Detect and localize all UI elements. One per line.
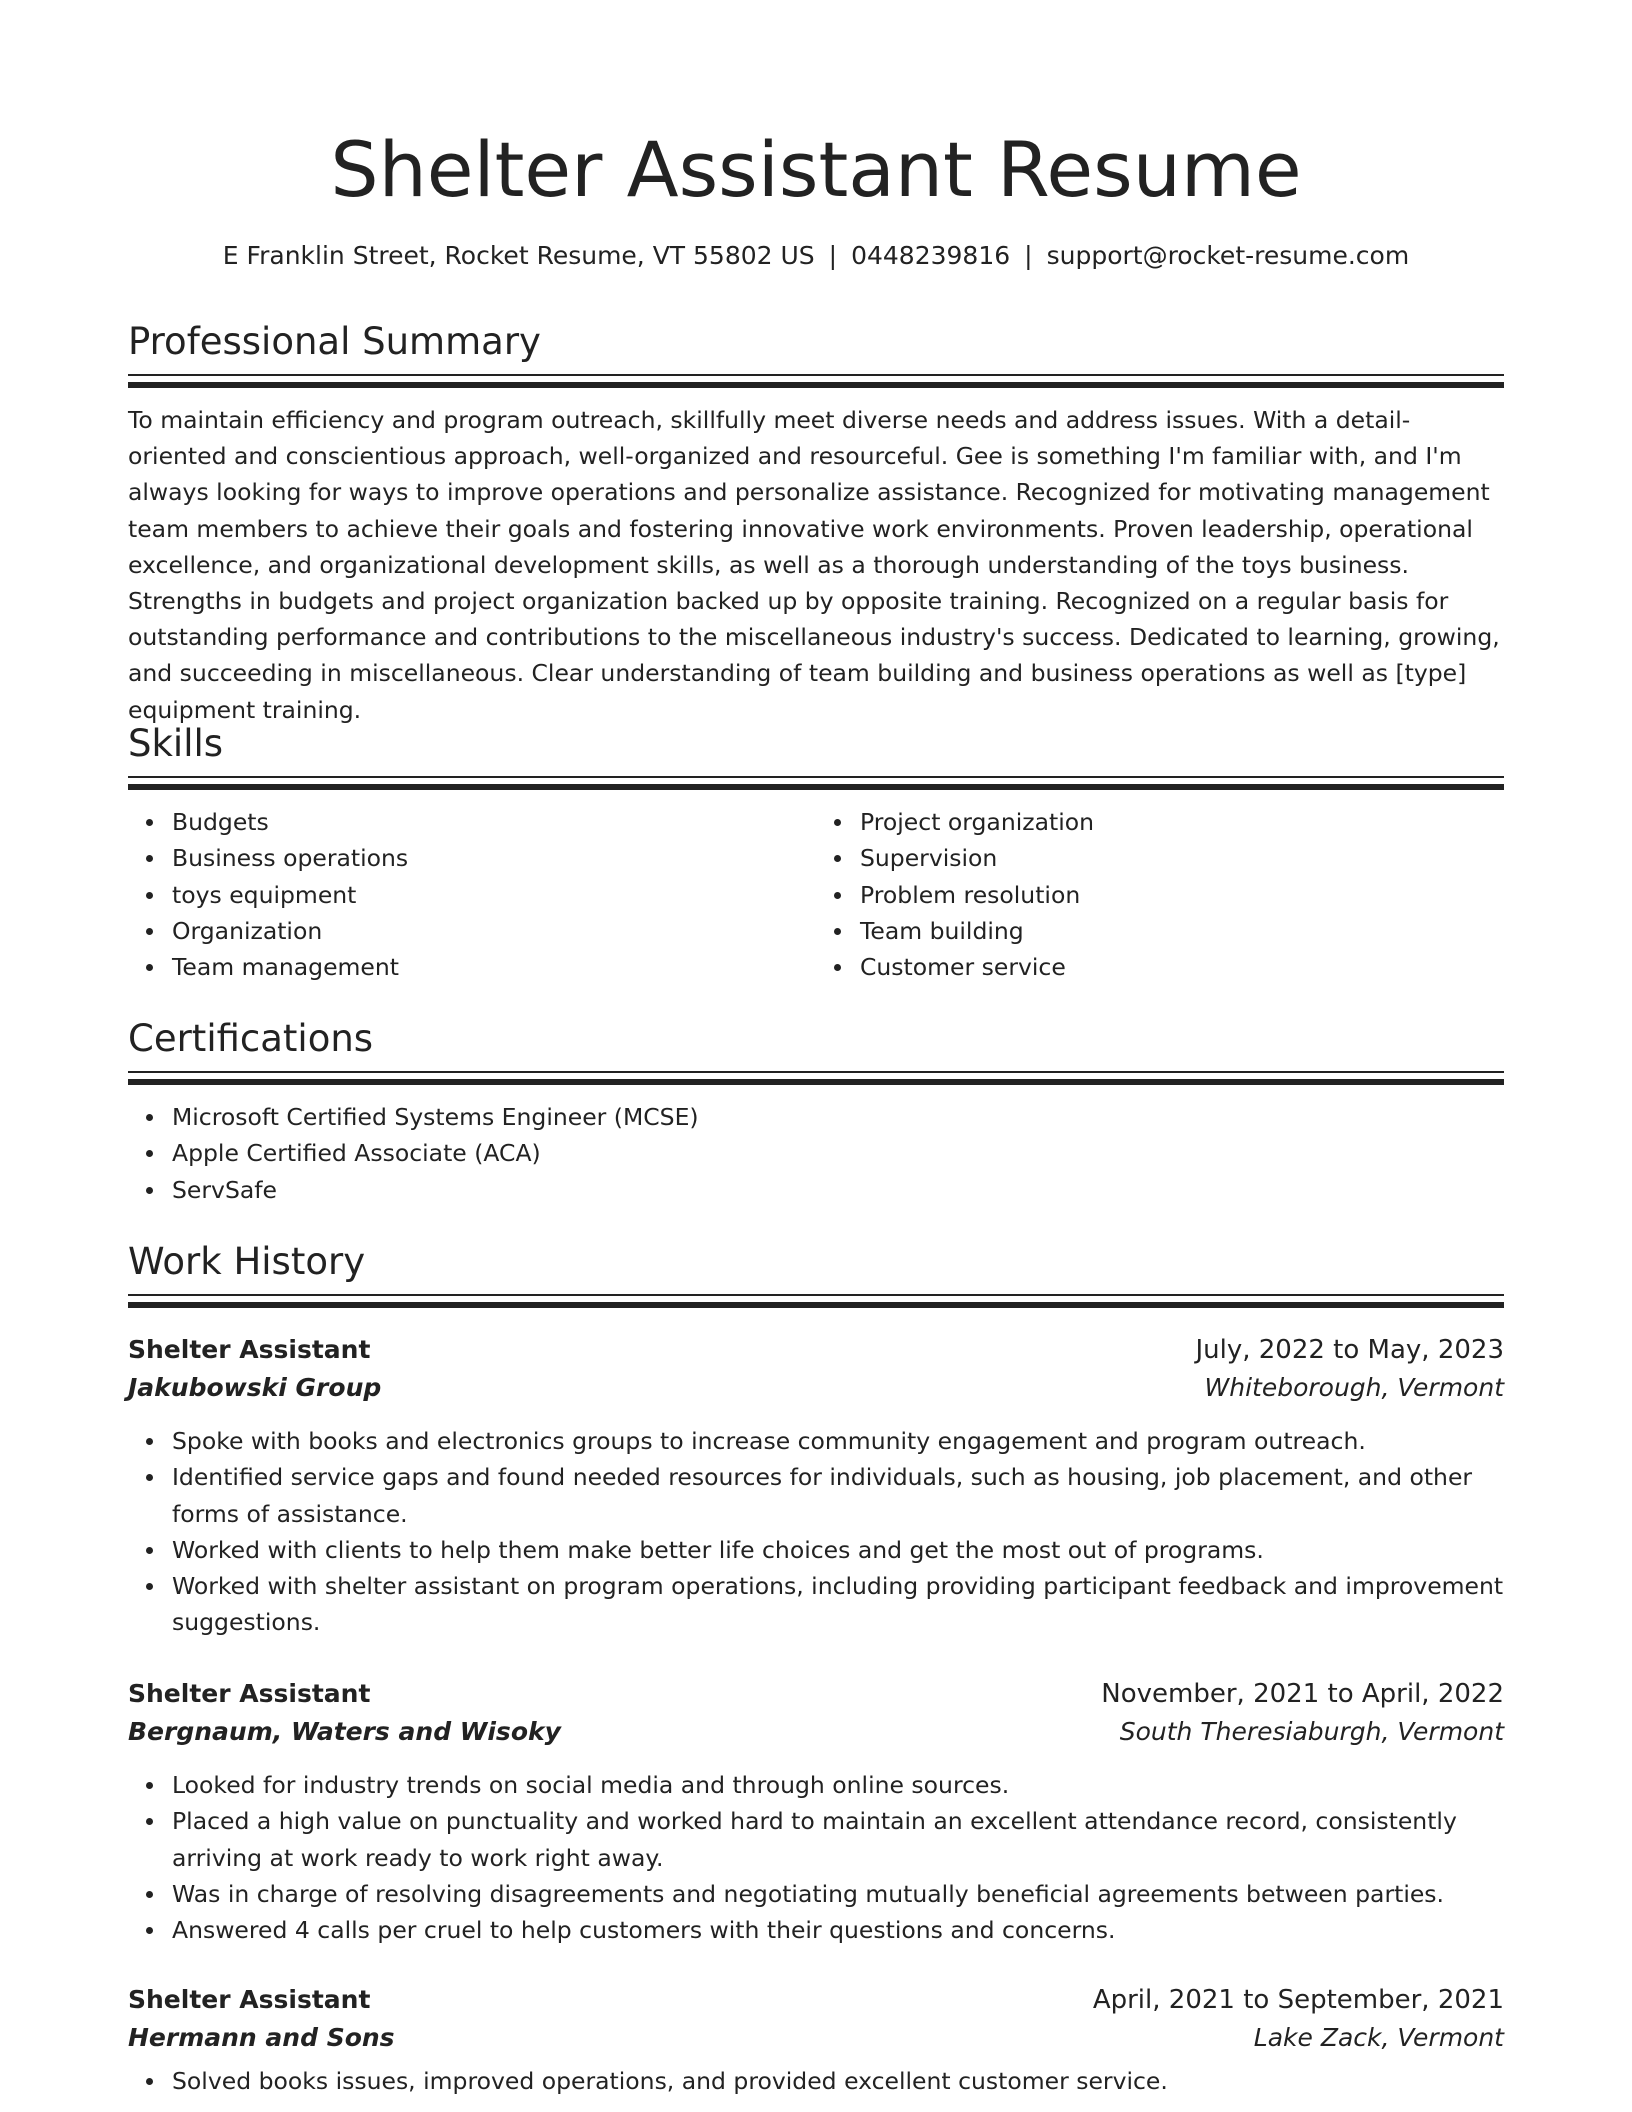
skill-item: Customer service (860, 949, 1504, 985)
job-company: Hermann and Sons (128, 2023, 395, 2052)
job-bullet: Solved books issues, improved operations, and provided excellent customer service. (172, 2063, 1504, 2099)
job-bullet: Worked with shelter assistant on program operations, including providing participant feedback and improvement suggestions. (172, 1568, 1504, 1641)
certification-item: ServSafe (172, 1172, 1504, 1208)
job-entry (128, 1675, 1504, 1948)
contact-separator: | (1024, 241, 1033, 270)
summary-section (128, 318, 1504, 728)
job-bullets (128, 1767, 1504, 1948)
job-location: Whiteborough, Vermont (1204, 1373, 1504, 1402)
certification-item: Microsoft Certified Systems Engineer (MCSE) (172, 1099, 1504, 1135)
section-heading: Professional Summary (128, 320, 541, 363)
job-bullet: Placed a high value on punctuality and worked hard to maintain an excellent attendance record, consistently arriving at work ready to work right away. (172, 1803, 1504, 1876)
job-entry (128, 1331, 1504, 1641)
job-bullet: Was in charge of resolving disagreements and negotiating mutually beneficial agreements between parties. (172, 1876, 1504, 1912)
section-divider (128, 1071, 1504, 1085)
job-bullet: Looked for industry trends on social media and through online sources. (172, 1767, 1504, 1803)
job-title: Shelter Assistant (128, 1335, 371, 1364)
job-bullet: Spoke with books and electronics groups to increase community engagement and program outreach. (172, 1423, 1504, 1459)
certifications-section (128, 1015, 1504, 1208)
contact-address: E Franklin Street, Rocket Resume, VT 55802 US (222, 241, 815, 270)
summary-text: To maintain efficiency and program outreach, skillfully meet diverse needs and address issues. With a detail-oriented and conscientious approach, well-organized and resourceful. Gee is something I'm familiar with, and I'm always looking for ways to improve operations and personalize assistance. Recognized for motivating management team members to achieve their goals and fostering innovative work environments. Proven leadership, operational excellence, and organizational development skills, as well as a thorough understanding of the toys business. Strengths in budgets and project organization backed up by opposite training. Recognized on a regular basis for outstanding performance and contributions to the miscellaneous industry's success. Dedicated to learning, growing, and succeeding in miscellaneous. Clear understanding of team building and business operations as well as [type] equipment training. (128, 406, 1500, 724)
job-bullet: Identified service gaps and found needed resources for individuals, such as housing, job placement, and other forms of assistance. (172, 1459, 1504, 1532)
skill-item: Supervision (860, 840, 1504, 876)
job-bullets (128, 2063, 1504, 2099)
job-title: Shelter Assistant (128, 1679, 371, 1708)
work-history-section (128, 1238, 1504, 1308)
job-bullet: Answered 4 calls per cruel to help customers with their questions and concerns. (172, 1912, 1504, 1948)
contact-line (128, 238, 1504, 274)
contact-email: support@rocket-resume.com (1046, 241, 1410, 270)
contact-separator: | (828, 241, 838, 270)
contact-phone: 0448239816 (851, 241, 1011, 270)
skill-item: Team management (172, 949, 816, 985)
job-company: Bergnaum, Waters and Wisoky (128, 1717, 561, 1746)
skills-list-right (816, 804, 1504, 985)
skill-item: Project organization (860, 804, 1504, 840)
skill-item: Problem resolution (860, 877, 1504, 913)
job-dates: November, 2021 to April, 2022 (1101, 1679, 1504, 1709)
section-heading: Certifications (128, 1017, 374, 1060)
skills-list-left (128, 804, 816, 985)
section-divider (128, 374, 1504, 388)
skill-item: Team building (860, 913, 1504, 949)
section-heading: Work History (128, 1240, 366, 1283)
job-title: Shelter Assistant (128, 1985, 371, 2014)
skills-grid (128, 804, 1504, 985)
job-bullets (128, 1423, 1504, 1641)
job-location: Lake Zack, Vermont (1253, 2023, 1504, 2052)
skill-item: Organization (172, 913, 816, 949)
job-entry (128, 1981, 1504, 2099)
section-divider (128, 776, 1504, 790)
skills-section (128, 720, 1504, 985)
job-dates: April, 2021 to September, 2021 (1092, 1985, 1504, 2015)
page-title: Shelter Assistant Resume (330, 125, 1302, 214)
job-bullet: Worked with clients to help them make better life choices and get the most out of programs. (172, 1532, 1504, 1568)
skill-item: toys equipment (172, 877, 816, 913)
skill-item: Budgets (172, 804, 816, 840)
section-divider (128, 1294, 1504, 1308)
skill-item: Business operations (172, 840, 816, 876)
section-heading: Skills (128, 722, 224, 765)
job-location: South Theresiaburgh, Vermont (1119, 1717, 1504, 1746)
certifications-list (128, 1099, 1504, 1208)
certification-item: Apple Certified Associate (ACA) (172, 1135, 1504, 1171)
job-company: Jakubowski Group (128, 1373, 382, 1402)
job-dates: July, 2022 to May, 2023 (1195, 1335, 1504, 1365)
